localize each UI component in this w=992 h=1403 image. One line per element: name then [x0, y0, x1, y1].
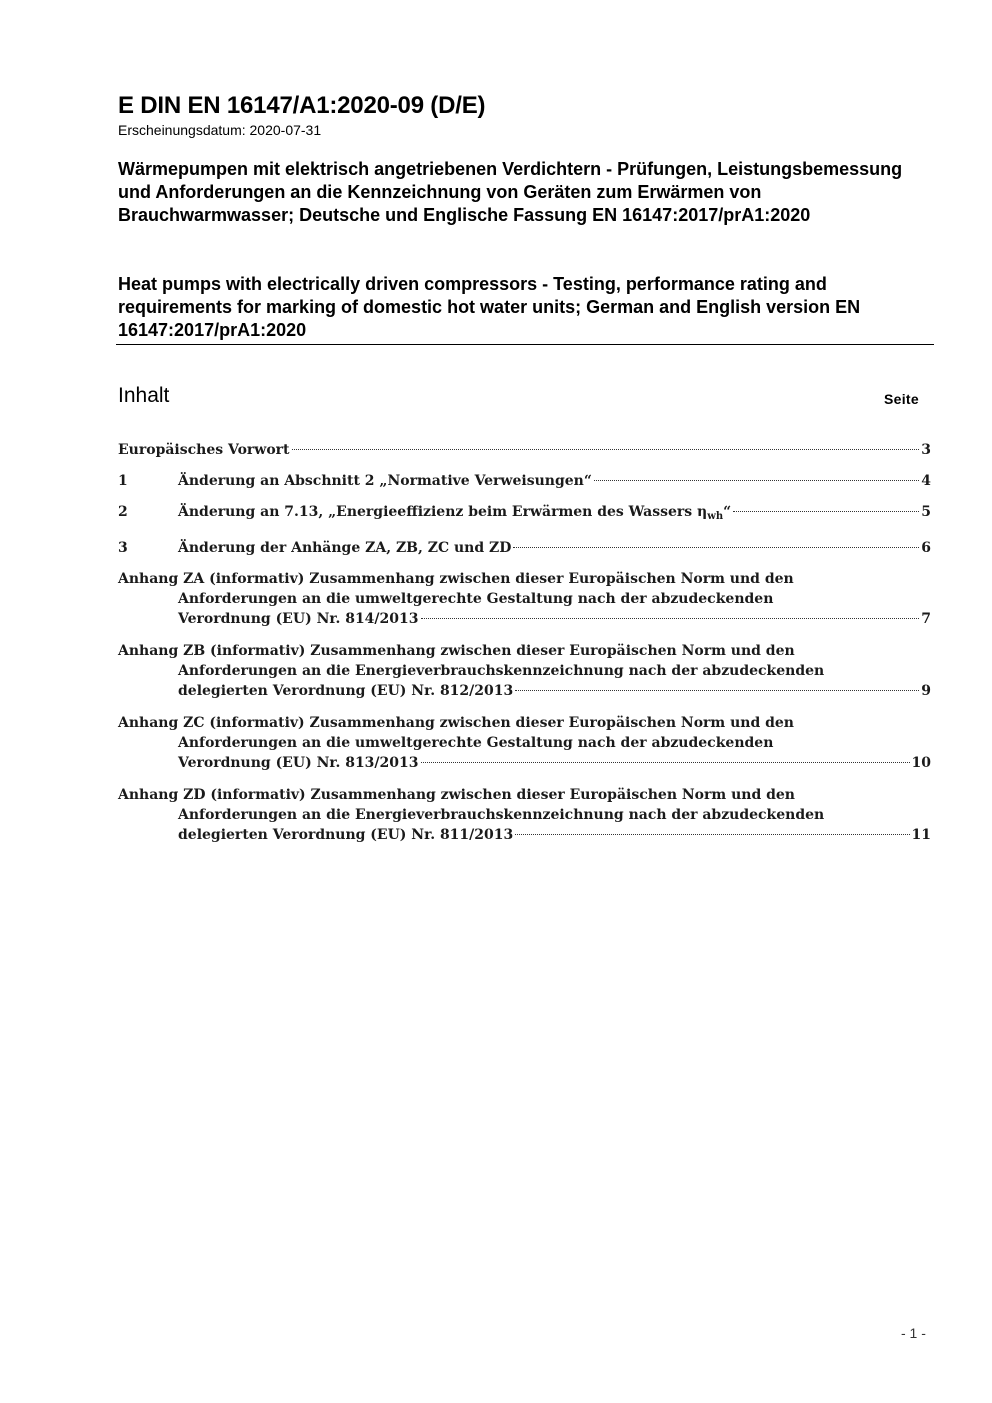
toc-leader-dots [292, 449, 920, 450]
toc-entry-number: 3 [118, 540, 128, 556]
toc-entry-page: 7 [921, 611, 931, 627]
annex-title-line: Anhang ZA (informativ) Zusammenhang zwischen dieser Europäischen Norm und den [118, 571, 794, 587]
document-id: E DIN EN 16147/A1:2020-09 (D/E) [118, 92, 486, 119]
annex-title-line: Anhang ZD (informativ) Zusammenhang zwischen dieser Europäischen Norm und den [118, 787, 795, 803]
annex-title-line: Verordnung (EU) Nr. 814/2013 [178, 611, 419, 627]
toc-page-label: Seite [884, 391, 919, 407]
toc-annex-entry[interactable] [118, 785, 931, 845]
annex-title-line: Anforderungen an die Energieverbrauchskennzeichnung nach der abzudeckenden [178, 663, 825, 679]
toc-entry[interactable] [118, 471, 931, 491]
toc-annex-entry[interactable] [118, 713, 931, 773]
annex-title-line: Anhang ZB (informativ) Zusammenhang zwischen dieser Europäischen Norm und den [118, 643, 795, 659]
toc-entry[interactable] [118, 440, 931, 460]
annex-final-line [118, 681, 931, 701]
toc-entry-text [178, 502, 731, 527]
toc-entry-text: Änderung an Abschnitt 2 „Normative Verweisungen“ [178, 473, 592, 489]
toc-entry[interactable] [118, 502, 931, 527]
toc-leader-dots [515, 690, 919, 691]
toc-leader-dots [594, 480, 919, 481]
toc-entry-page: 9 [921, 683, 931, 699]
toc-entry-page: 11 [911, 827, 931, 843]
annex-title-line: Anforderungen an die umweltgerechte Gestaltung nach der abzudeckenden [178, 591, 774, 607]
toc-entry-page: 5 [921, 504, 931, 520]
page-number: - 1 - [901, 1325, 926, 1341]
eta-subscript: wh [707, 511, 724, 522]
toc-entry-number: 1 [118, 473, 128, 489]
publication-date: Erscheinungsdatum: 2020-07-31 [118, 122, 322, 138]
toc-leader-dots [515, 834, 909, 835]
title-english: Heat pumps with electrically driven compressors - Testing, performance rating and requirements for marking of domestic hot water units; German and English version EN 16147:2017/prA1:2020 [118, 274, 861, 340]
toc-annex-entry[interactable] [118, 569, 931, 629]
title-german: Wärmepumpen mit elektrisch angetriebenen Verdichtern - Prüfungen, Leistungsbemessung und Anforderungen an die Kennzeichnung von Geräten zum Erwärmen von Brauchwarmwasser; Deutsche und Englische Fassung EN 16147:2017/prA1:2020 [118, 159, 903, 225]
toc-entry-number: 2 [118, 504, 128, 520]
table-of-contents [118, 440, 931, 857]
annex-final-line [118, 609, 931, 629]
toc-leader-dots [513, 547, 919, 548]
annex-final-line [118, 825, 931, 845]
toc-entry[interactable] [118, 538, 931, 558]
toc-entry-page: 3 [921, 442, 931, 458]
header-divider [116, 344, 934, 345]
toc-leader-dots [421, 618, 920, 619]
annex-title-line: Anforderungen an die Energieverbrauchskennzeichnung nach der abzudeckenden [178, 807, 825, 823]
annex-title-line: delegierten Verordnung (EU) Nr. 811/2013 [178, 827, 514, 843]
annex-title-line: delegierten Verordnung (EU) Nr. 812/2013 [178, 683, 514, 699]
toc-annex-entry[interactable] [118, 641, 931, 701]
annex-title-line: Anhang ZC (informativ) Zusammenhang zwischen dieser Europäischen Norm und den [118, 715, 794, 731]
toc-leader-dots [421, 762, 910, 763]
annex-title-line: Verordnung (EU) Nr. 813/2013 [178, 755, 419, 771]
toc-entry-text-end: “ [723, 504, 732, 520]
toc-entry-text-main: Änderung an 7.13, „Energieeffizienz beim Erwärmen des Wassers η [178, 504, 708, 520]
toc-entry-page: 10 [911, 755, 931, 771]
annex-final-line [118, 753, 931, 773]
toc-heading: Inhalt [118, 384, 170, 407]
annex-title-line: Anforderungen an die umweltgerechte Gestaltung nach der abzudeckenden [178, 735, 774, 751]
toc-entry-page: 6 [921, 540, 931, 556]
toc-entry-text: Europäisches Vorwort [118, 442, 290, 458]
toc-entry-page: 4 [921, 473, 931, 489]
toc-leader-dots [733, 511, 919, 512]
toc-entry-text: Änderung der Anhänge ZA, ZB, ZC und ZD [178, 540, 512, 556]
